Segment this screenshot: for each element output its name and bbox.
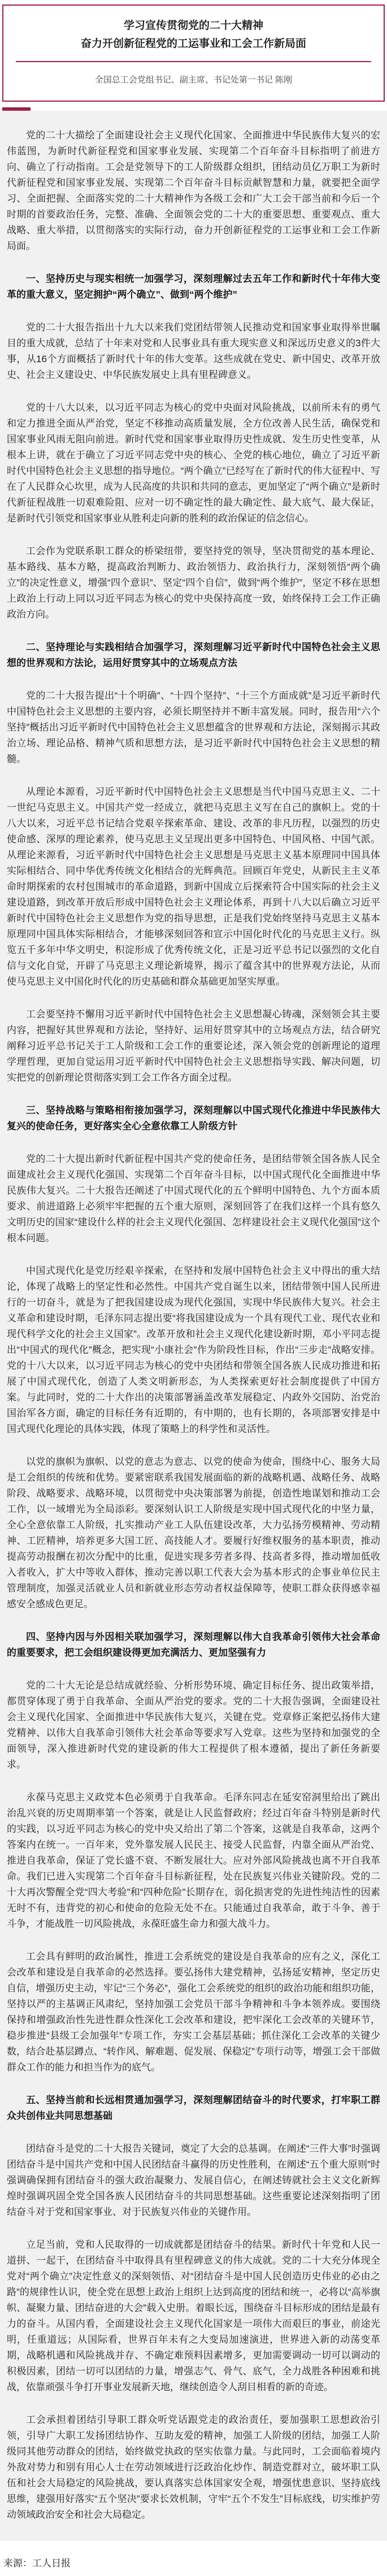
paragraph: 以党的旗帜为旗帜、以党的意志为意志、以党的使命为使命，围绕中心、服务大局是工会组织的传统和优势。要紧密联系我国发展面临的新的战略机遇、战略任务、战略阶段、战略要求、战略环境，以贯彻党中央决策部署为前提，创造性地谋划和推动工会工作，以一域增光为全局添彩。要深刻认识工人阶级是实现中国式现代化的中坚力量，全心全意依靠工人阶级，扎实推动产业工人队伍建设改革，大力弘扬劳模精神、劳动精神、工匠精神，培养更多大国工匠、高技能人才。要履行好维权服务的基本职责，推动提高劳动报酬在初次分配中的比重，促进实现多劳者多得、技高者多得，推动增加低收入者收入，扩大中等收入群体，推动完善以职工代表大会为基本形式的企事业单位民主管理制度，加强灵活就业人员和新就业形态劳动者权益保障等，使职工群众获得感幸福感安全感成色更足。 — [7, 1456, 380, 1609]
article-header-box — [2, 5, 385, 102]
paragraph: 党的十八大以来，以习近平同志为核心的党中央面对风险挑战，以前所未有的勇气和定力推进全面从严治党，坚定不移推动高质量发展，全方位改善人民生活，确保党和国家事业风雨无阻向前进。新时代党和国家事业取得历史性成就、发生历史性变革，从根本上讲，就在于确立了习近平同志党中央的核心、全党的核心地位，确立了习近平新时代中国特色社会主义思想的指导地位。“两个确立”已经写在了新时代的伟大征程中、写在了人民群众心坎里，成为人民高度的共识和共同的意志，更加坚定了“两个确立”是新时代新征程战胜一切艰难险阻、应对一切不确定性的最大确定性、最大底气、最大保证，是新时代引领党和国家事业从胜利走向新的胜利的政治保证的信念信心。 — [7, 402, 380, 524]
paragraph: 中国式现代化是党历经艰辛探索，在坚持和发展中国特色社会主义中得出的重大结论，体现了战略上的坚定性和必然性。中国共产党自诞生以来，团结带领中国人民所进行的一切奋斗，就是为了把我国建设成为现代化强国，实现中华民族伟大复兴。社会主义革命和建设时期，毛泽东同志提出要“将我国建设成为一个具有现代工业、现代农业和现代科学文化的社会主义国家”。改革开放和社会主义现代化建设新时期，邓小平同志提出“中国式的现代化”概念，把实现“小康社会”作为阶段性目标，作出“三步走”战略安排。党的十八大以来，以习近平同志为核心的党中央团结和带领全国各族人民成功推进和拓展了中国式现代化，创造了人类文明新形态，为人类探索更好社会制度提供了中国方案。与此同时，党的二十大作出的决策部署涵盖改革发展稳定、内政外交国防、治党治国治军各方面，确定的目标任务有近期的，有中期的，也有长期的，各项部署安排是中国式现代化理论的具体实践，体现了策略上的科学性和灵活性。 — [7, 1265, 380, 1434]
section-heading: 四、坚持内因与外因相关联加强学习，深刻理解以伟大自我革命引领伟大社会革命的重要要求，把工会组织建设得更加充满活力、更加坚强有力 — [7, 1631, 380, 1658]
paragraph: 工会作为党联系职工群众的桥梁纽带，要坚持党的领导，坚决贯彻党的基本理论、基本路线、基本方略，提高政治判断力、政治领悟力、政治执行力，深刻领悟“两个确立”的决定性意义，增强“四个意识”、坚定“四个自信”，做到“两个维护”，坚定不移在思想上政治上行动上同以习近平同志为核心的党中央保持高度一致，始终保持工会工作正确政治方向。 — [7, 546, 380, 620]
paragraph: 永葆马克思主义政党本色必须勇于自我革命。毛泽东同志在延安窑洞里给出了跳出治乱兴衰的历史周期率第一个答案，就是让人民监督政府；经过百年奋斗特别是新时代的实践，以习近平同志为核心的党中央又给出了第二个答案，这就是自我革命，这两个答案内在统一。一百年来，党外靠发展人民民主、接受人民监督，内靠全面从严治党、推进自我革命，保证了党长盛不衰、不断发展壮大。应对外部风险挑战也离不开自我革命。我们已进入实现第二个百年奋斗目标新征程，处在民族复兴伟业关键阶段。党的二十大再次警醒全党“四大考验”和“四种危险”长期存在，弱化损害党的先进性纯洁性的因素无时不有，违背党的初心和使命的危险无处不在。只能通过自我革命，敢于斗争、善于斗争，才能战胜一切风险挑战，永葆旺盛生命力和强大战斗力。 — [7, 1792, 380, 1929]
paragraph: 工会要坚持不懈用习近平新时代中国特色社会主义思想凝心铸魂，深刻领会其主要内容，把握好其世界观和方法论，坚持好、运用好贯穿其中的立场观点方法，结合研究阐释习近平总书记关于工人阶级和工会工作的重要论述，深入领会党的创新理论的道理学理哲理，更加自觉运用习近平新时代中国特色社会主义思想指导实践、解决问题，切实把党的创新理论贯彻落实到工会工作各方面全过程。 — [7, 1009, 380, 1083]
section-heading: 一、坚持历史与现实相统一加强学习，深刻理解过去五年工作和新时代十年伟大变革的重大意义，坚定拥护“两个确立”、做到“两个维护” — [7, 273, 380, 300]
section-heading: 三、坚持战略与策略相衔接加强学习，深刻理解以中国式现代化推进中华民族伟大复兴的使命任务，更好落实全心全意依靠工人阶级方针 — [7, 1105, 380, 1132]
title-line-1: 学习宣传贯彻党的二十大精神 — [123, 20, 263, 32]
section-heading: 二、坚持理论与实践相结合加强学习，深刻理解习近平新时代中国特色社会主义思想的世界观和方法论，运用好贯穿其中的立场观点方法 — [7, 642, 380, 668]
paragraph: 党的二十大报告指出十九大以来我们党团结带领人民推动党和国家事业取得举世瞩目的重大成就，总结了十年来对党和人民事业具有重大现实意义和深远历史意义的3件大事，从16个方面概括了新时代十年的伟大变革。这些成就在党史、新中国史、改革开放史、社会主义建设史、中华民族发展史上具有里程碑意义。 — [7, 322, 380, 380]
paragraph: 党的二十大描绘了全面建设社会主义现代化国家、全面推进中华民族伟大复兴的宏伟蓝图，为新时代新征程党和国家事业发展、实现第二个百年奋斗目标指明了前进方向、确立了行动指南。工会是党领导下的工人阶级群众组织，团结动员亿万职工为新时代新征程党和国家事业发展、实现第二个百年奋斗目标贡献智慧和力量，就要把全面学习、全面把握、全面落实党的二十大精神作为各级工会和广大工会干部当前和今后一个时期的首要政治任务，完整、准确、全面领会党的二十大的重要思想、重要观点、重大战略、重大举措，以贯彻落实的实际行动，奋力开创新征程党的工运事业和工会工作新局面。 — [7, 130, 380, 251]
paragraph: 工会具有鲜明的政治属性，推进工会系统党的建设是自我革命的应有之义，深化工会改革和建设是自我革命的必然选择。要弘扬伟大建党精神，弘扬延安精神，坚定历史自信，增强历史主动，牢记“三个务必”，强化工会系统党的组织的政治功能和组织功能，坚持以严的主基调正风肃纪，坚持加强工会党员干部斗争精神和斗争本领养成。要围绕保持和增强政治性先进性群众性深化工会改革和建设，把牢深化工会改革的关键环节，稳步推进“县级工会加强年”专项工作，夯实工会基层基础；抓住深化工会改革的关键少数，结合赴基层蹲点、“转作风、解难题、促发展、保稳定”专项行动等，增强工会干部做群众工作的能力和担当作为的底气。 — [7, 1951, 380, 2073]
section-heading: 五、坚持当前和长远相贯通加强学习，深刻理解团结奋斗的时代要求，打牢职工群众共创伟业共同思想基础 — [7, 2095, 380, 2121]
article-body-panel — [0, 111, 387, 2541]
paragraph: 立足当前，党和人民取得的一切成就都是团结奋斗的结果。新时代十年党和人民一道拼、一起干，在团结奋斗中取得具有里程碑意义的伟大成就。党的二十大充分体现全党对“两个确立”决定性意义的深刻领悟、对“团结奋斗是中国人民创造历史伟业的必由之路”的规律性认识，使全党在思想上政治上组织上达到高度的团结和统一，必将以“高举旗帜、凝聚力量、团结奋进的大会”载入史册。着眼长远，围绕奋斗目标形成的团结是最有力的奋斗。从国内看，全面建设社会主义现代化国家是一项伟大而艰巨的事业，前途光明，任重道远；从国际看，世界百年未有之大变局加速演进，世界进入新的动荡变革期，战略机遇和风险挑战并存、不确定难预料因素增多，更加需要调动一切可以调动的积极因素，团结一切可以团结的力量，增强志气、骨气、底气，全力战胜各种困难和挑战，依靠顽强斗争打开事业发展新天地，继续创造令人刮目相看的新的奇迹。 — [7, 2239, 380, 2392]
title-line-2: 奋力开创新征程党的工运事业和工会工作新局面 — [80, 38, 306, 50]
paragraph: 从理论本源看，习近平新时代中国特色社会主义思想是当代中国马克思主义、二十一世纪马克思主义。中国共产党一经成立，就把马克思主义写在自己的旗帜上。党的十八大以来，习近平总书记结合党艰辛探索革命、建设、改革的非凡历程，以强烈的历史使命感、深厚的理论素养，使马克思主义呈现出更多中国特色、中国风格、中国气派。从理论来源看，习近平新时代中国特色社会主义思想是马克思主义基本原理同中国具体实际相结合、同中华优秀传统文化相结合的光辉典范。回顾百年党史，从新民主主义革命时期探索的农村包围城市的革命道路，到新中国成立后探索符合中国实际的社会主义建设道路，到改革开放后形成中国特色社会主义理论体系，再到十八大以后确立习近平新时代中国特色社会主义思想作为党的指导思想，正是我们党始终坚持马克思主义基本原理同中国具体实际相结合，才能够深刻回答和宣示中国化时代化的马克思主义行。纵览五千多年中华文明史，积淀形成了优秀传统文化，正是习近平总书记以强烈的文化自信与文化自觉，开辟了马克思主义理论新境界，揭示了蕴含其中的世界观方法论，从而使马克思主义中国化时代化的历史基础和群众基础更加坚实厚重。 — [7, 786, 380, 987]
paragraph: 团结奋斗是党的二十大报告关键词，奠定了大会的总基调。在阐述“三件大事”时强调团结奋斗是中国共产党和中国人民团结奋斗赢得的历史性胜利，在阐述“五个重大原则”时强调确保拥有团结奋斗的强大政治凝聚力、发展自信心，在阐述铸就社会主义文化新辉煌时强调巩固全党全国各族人民团结奋斗的共同思想基础。这些重要论述深刻指明了团结奋斗对于党和国家事业、对于民族复兴伟业的关键作用。 — [7, 2143, 380, 2217]
paragraph: 党的二十大报告提出“十个明确”、“十四个坚持”、“十三个方面成就”是习近平新时代中国特色社会主义思想的主要内容，必须长期坚持并不断丰富发展。同时，报告用“六个坚持”概括出习近平新时代中国特色社会主义思想蕴含的世界观和方法论，深刻揭示其政治立场、理论品格、精神气质和思想方法，是习近平新时代中国特色社会主义思想的精髓。 — [7, 690, 380, 764]
paragraph: 党的二十大提出新时代新征程中国共产党的使命任务，是团结带领全国各族人民全面建成社会主义现代化强国、实现第二个百年奋斗目标，以中国式现代化全面推进中华民族伟大复兴。二十大报告还阐述了中国式现代化的五个鲜明中国特色、九个方面本质要求、前进道路上必须牢牢把握的五个重大原则，深刻回答了在我们这样一个具有悠久文明历史的国家“建设什么样的社会主义现代化强国、怎样建设社会主义现代化强国”这个根本问题。 — [7, 1154, 380, 1243]
byline: 全国总工会党组书记、副主席、书记处第一书记 陈刚 — [94, 75, 293, 85]
title-divider — [16, 61, 371, 62]
article-page — [0, 5, 387, 2570]
paragraph: 工会承担着团结引导职工群众听党话跟党走的政治责任，要加强职工思想政治引领，引导广大职工发扬团结协作、互助友爱的精神，加强工人阶级的团结，加强工人阶级同其他劳动群众的团结，始终做党执政的坚实依靠力量。与此同时，工会面临着境内外敌对势力和别有用心人士在劳动领域进行泛政治化炒作、制造党群对立，破坏职工队伍和社会大局稳定的风险挑战，要认真落实总体国家安全观，增强忧患意识、坚持底线思维，建强用好落实“五个坚决”要求长效机制，守牢“五个不发生”目标底线，切实维护劳动领域政治安全和社会大局稳定。 — [7, 2414, 380, 2520]
paragraph: 党的二十大无论是总结成就经验、分析形势环境、确定目标任务、提出政策举措，都贯穿体现了勇于自我革命、全面从严治党的要求。党的二十大报告强调，全面建设社会主义现代化国家、全面推进中华民族伟大复兴，关键在党。党章修正案把弘扬伟大建党精神、以伟大自我革命引领伟大社会革命等要求写入党章。这些为坚持和加强党的全面领导，深入推进新时代党的建设新的伟大工程提供了根本遵循，提出了新任务新要求。 — [7, 1680, 380, 1770]
source-line: 来源：工人日报 — [3, 2558, 71, 2569]
page-title — [11, 17, 376, 53]
